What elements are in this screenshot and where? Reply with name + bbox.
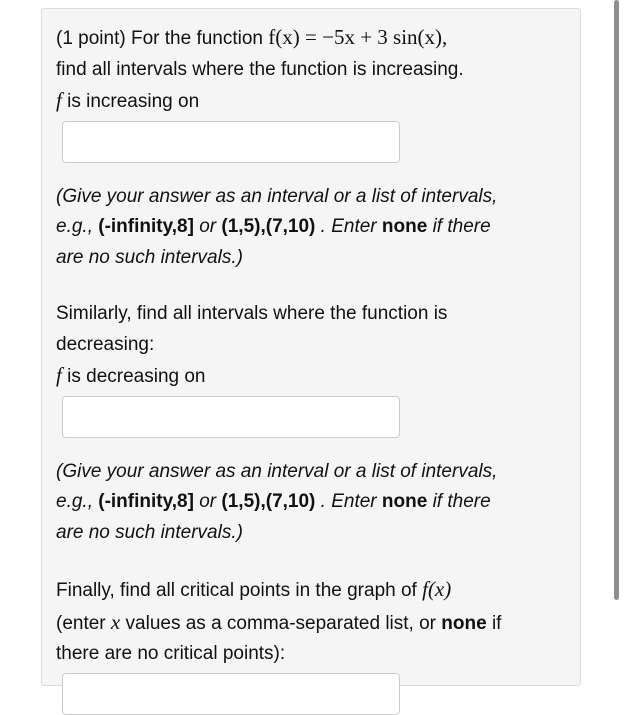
decreasing-intro: Similarly, find all intervals where the function is (56, 303, 448, 324)
hint2-line-1: (Give your answer as an interval or a list of intervals, (56, 460, 498, 482)
hint2-line-3: are no such intervals.) (56, 521, 243, 543)
hint-enter: . Enter (315, 216, 382, 237)
hint2-or: or (193, 491, 222, 512)
problem-intro-line (56, 22, 576, 55)
increasing-prompt: find all intervals where the function is increasing. (56, 58, 464, 80)
hint-line-3: are no such intervals.) (56, 246, 243, 268)
decreasing-label: is decreasing on (61, 366, 206, 387)
critical-if: if (486, 612, 502, 634)
hint-line-2 (56, 212, 576, 243)
hint2-eg: e.g., (56, 491, 99, 512)
critical-no-points: there are no critical points): (56, 643, 286, 664)
critical-fx: f(x) (422, 577, 452, 601)
decreasing-label-line (56, 360, 576, 393)
problem-content (56, 22, 576, 715)
hint2-line-2 (56, 487, 576, 518)
increasing-label-line (56, 85, 576, 118)
critical-none: none (441, 612, 487, 634)
increasing-hint (56, 182, 576, 274)
hint-example-1: (-infinity,8] (98, 216, 194, 237)
hint2-example-2: (1,5),(7,10) (221, 491, 316, 512)
decreasing-answer-input[interactable] (62, 396, 400, 438)
hint-eg: e.g., (56, 216, 99, 237)
hint-line-1: (Give your answer as an interval or a list of intervals, (56, 185, 498, 207)
function-expression: f(x) = −5x + 3 sin(x), (268, 25, 448, 49)
decreasing-hint (56, 457, 576, 549)
f-symbol: f (56, 88, 62, 112)
critical-points-answer-input[interactable] (62, 673, 400, 715)
critical-intro: Finally, find all critical points in the graph of (56, 580, 423, 601)
critical-x: x (110, 609, 121, 634)
hint2-enter: . Enter (315, 491, 382, 512)
scrollbar[interactable] (614, 0, 619, 600)
critical-intro-line (56, 574, 576, 607)
increasing-label: is increasing on (61, 91, 200, 112)
problem-intro: (1 point) For the function (56, 28, 269, 49)
hint-none: none (381, 216, 428, 237)
hint-example-2: (1,5),(7,10) (221, 216, 316, 237)
critical-values-text: values as a comma-separated list, or (120, 612, 442, 634)
decreasing-word: decreasing: (56, 333, 155, 355)
hint-or: or (193, 216, 222, 237)
f-symbol-2: f (56, 363, 62, 387)
hint2-none: none (381, 491, 428, 512)
hint-if-there: if there (427, 216, 491, 237)
hint2-example-1: (-infinity,8] (98, 491, 194, 512)
hint2-if-there: if there (427, 491, 491, 512)
critical-enter: (enter (56, 612, 111, 634)
increasing-answer-input[interactable] (62, 121, 400, 163)
critical-instructions-line (56, 607, 576, 640)
